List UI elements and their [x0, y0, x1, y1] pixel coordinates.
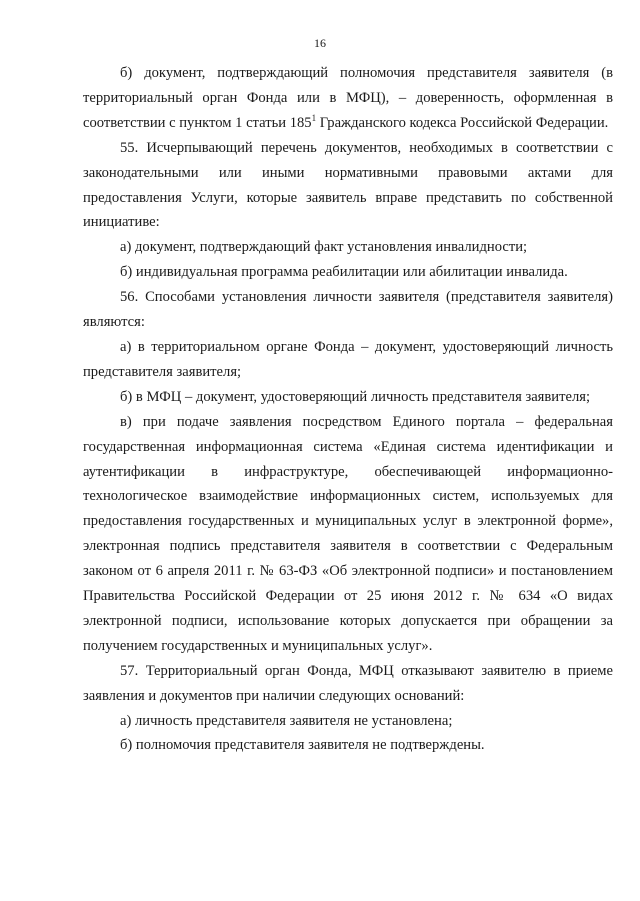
- document-body: [83, 61, 613, 758]
- paragraph-57-b: б) полномочия представителя заявителя не подтверждены.: [120, 737, 485, 754]
- paragraph-56-a: а) в территориальном органе Фонда – документ, удостоверяющий личность представителя заявителя;: [83, 338, 613, 380]
- paragraph-57-a: а) личность представителя заявителя не установлена;: [120, 712, 453, 729]
- paragraph-text: б) документ, подтверждающий полномочия представителя заявителя (в территориальный орган Фонда или в МФЦ), – доверенность, оформленная в соответствии с пунктом 1 статьи 185: [83, 65, 613, 131]
- paragraph-56: 56. Способами установления личности заявителя (представителя заявителя) являются:: [83, 289, 613, 331]
- paragraph-55-b: б) индивидуальная программа реабилитации или абилитации инвалида.: [120, 264, 568, 281]
- paragraph-56-b: б) в МФЦ – документ, удостоверяющий личность представителя заявителя;: [120, 388, 590, 405]
- paragraph-55: 55. Исчерпывающий перечень документов, необходимых в соответствии с законодательными или иными нормативными правовыми актами для предоставления Услуги, которые заявитель вправе представить по собственной инициативе:: [83, 139, 613, 231]
- paragraph-representative-document: [83, 61, 613, 136]
- footnote-superscript: 1: [311, 112, 317, 123]
- paragraph-57: 57. Территориальный орган Фонда, МФЦ отказывают заявителю в приеме заявления и документов при наличии следующих оснований:: [83, 662, 613, 704]
- paragraph-56-v: в) при подаче заявления посредством Единого портала – федеральная государственная информационная система «Единая система идентификации и аутентификации в инфраструктуре, обеспечивающей информационно-технологическое взаимодействие информационных систем, используемых для предоставления государственных и муниципальных услуг в электронной форме», электронная подпись представителя заявителя в соответствии с Федеральным законом от 6 апреля 2011 г. № 63-ФЗ «Об электронной подписи» и постановлением Правительства Российской Федерации от 25 июня 2012 г. № 634 «О видах электронной подписи, использование которых допускается при обращении за получением государственных и муниципальных услуг».: [83, 413, 613, 654]
- page-number: 16: [314, 36, 326, 50]
- paragraph-text-tail: Гражданского кодекса Российской Федерации.: [316, 114, 609, 131]
- paragraph-55-a: а) документ, подтверждающий факт установления инвалидности;: [120, 239, 528, 256]
